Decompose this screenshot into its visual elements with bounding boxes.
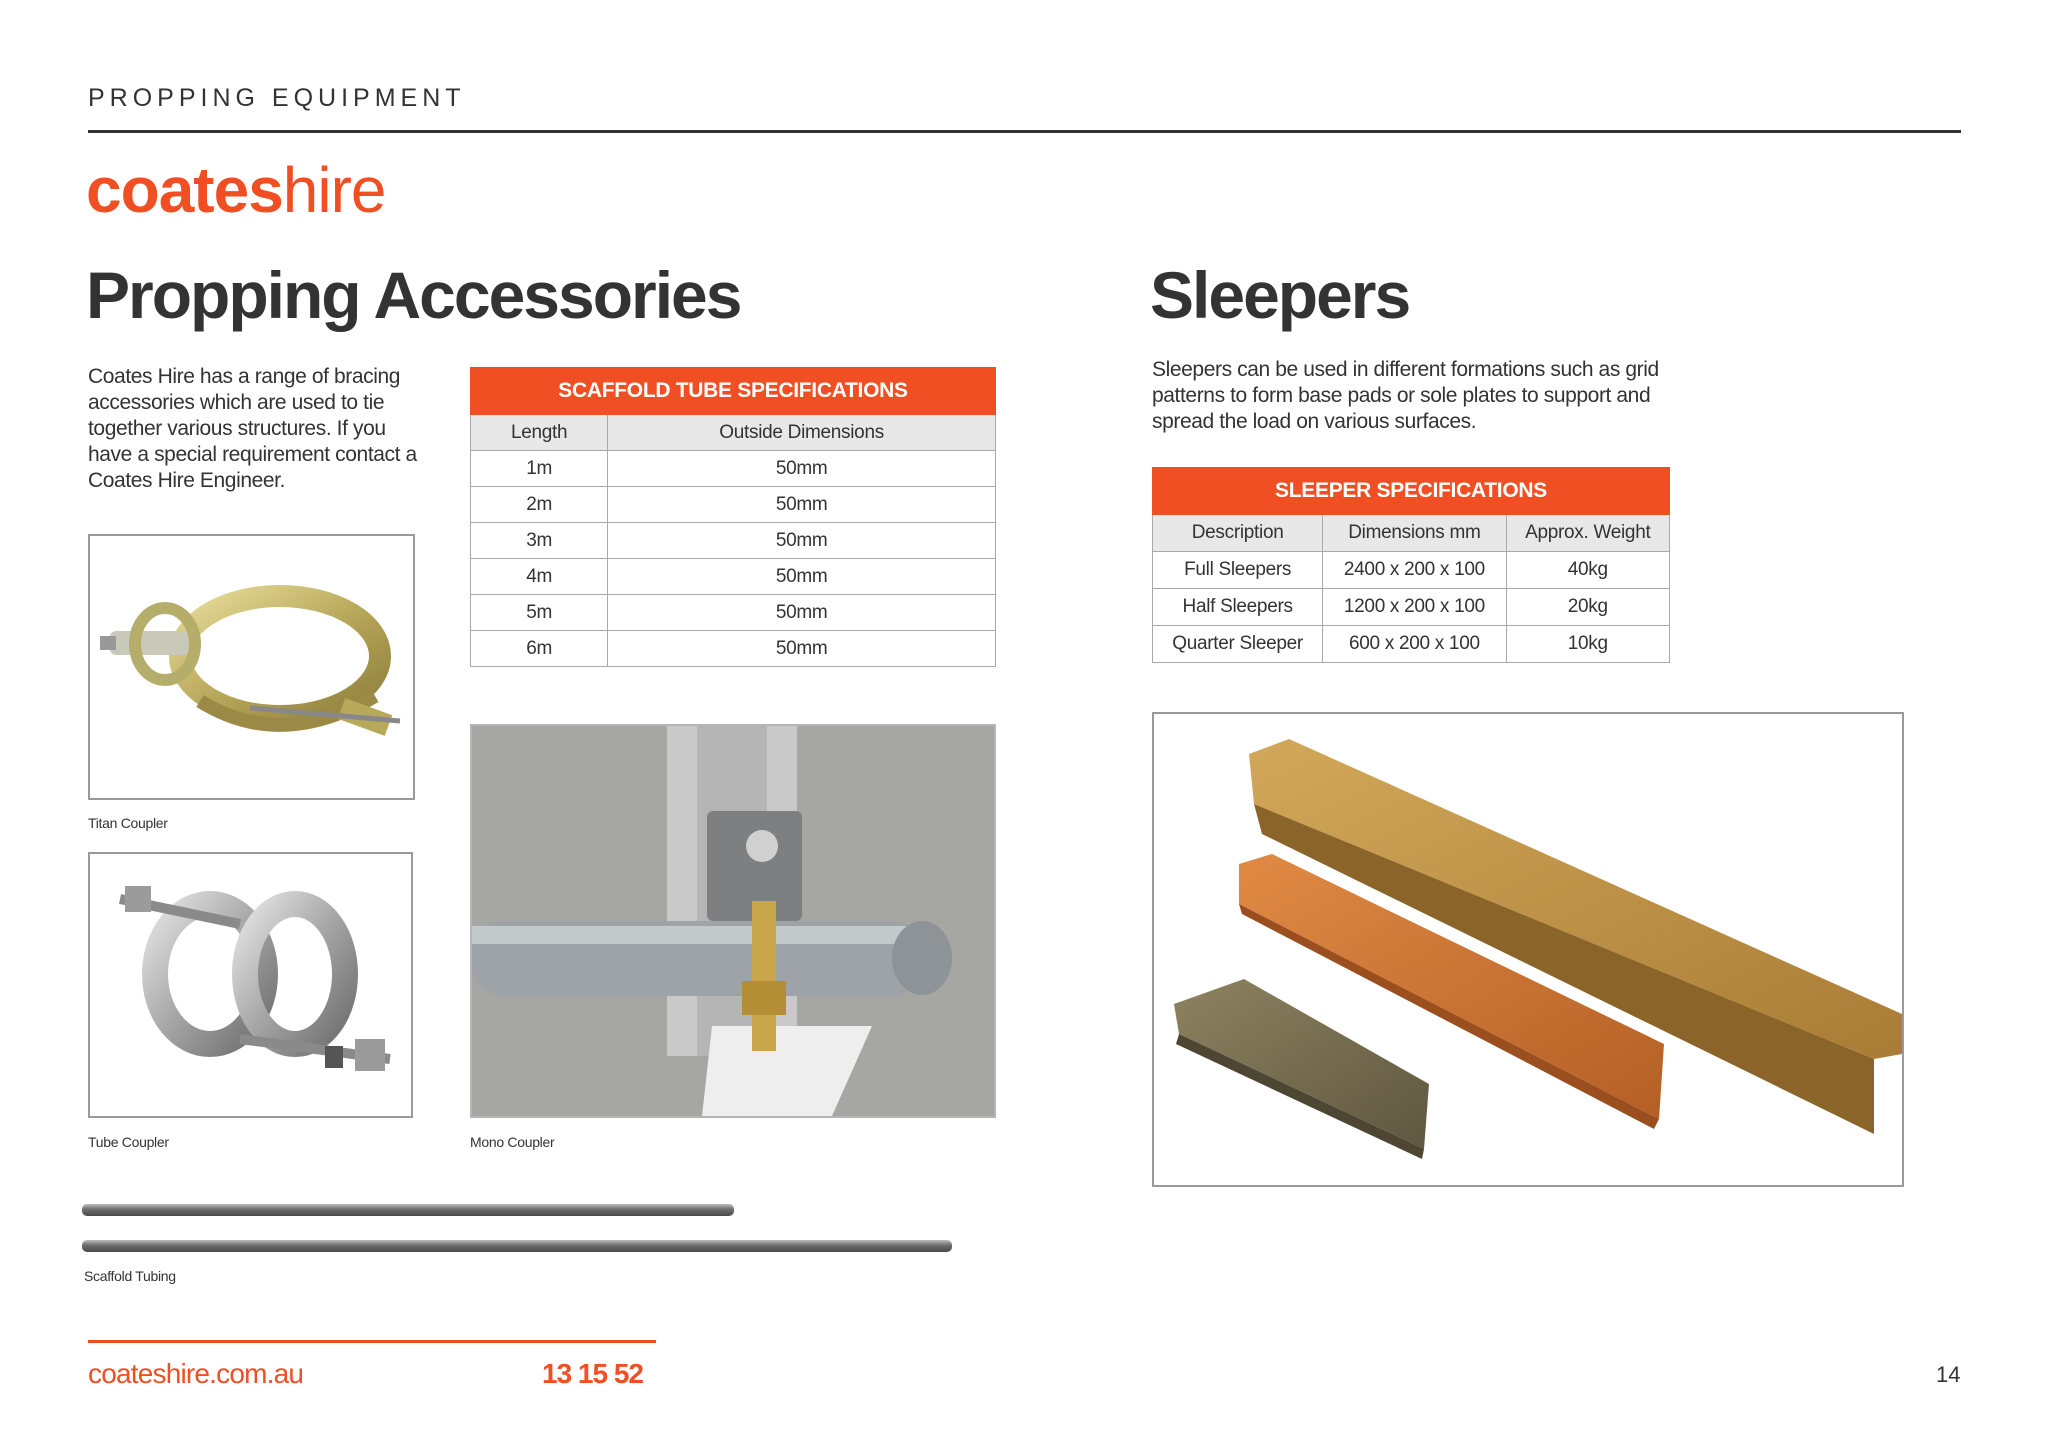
top-divider <box>88 130 1961 133</box>
sleepers-image <box>1152 712 1904 1187</box>
table-caption: SCAFFOLD TUBE SPECIFICATIONS <box>471 368 996 415</box>
table-cell: 1m <box>471 451 608 487</box>
mono-coupler-image <box>470 724 996 1118</box>
mono-coupler-caption: Mono Coupler <box>470 1134 555 1150</box>
table-cell: 3m <box>471 523 608 559</box>
table-cell: 50mm <box>608 595 996 631</box>
section-label: PROPPING EQUIPMENT <box>88 84 466 112</box>
table-cell: 2400 x 200 x 100 <box>1323 552 1506 589</box>
table-cell: 10kg <box>1506 626 1669 663</box>
table-cell: 50mm <box>608 487 996 523</box>
table-cell: 2m <box>471 487 608 523</box>
table-cell: 50mm <box>608 451 996 487</box>
table-cell: 4m <box>471 559 608 595</box>
table-row <box>471 451 996 487</box>
tube-coupler-caption: Tube Coupler <box>88 1134 169 1150</box>
footer-divider <box>88 1340 656 1343</box>
column-header: Length <box>471 415 608 451</box>
column-header: Dimensions mm <box>1323 515 1506 552</box>
sleepers-title: Sleepers <box>1150 258 1410 332</box>
table-row <box>1153 626 1670 663</box>
table-row <box>471 595 996 631</box>
table-row <box>471 487 996 523</box>
titan-coupler-caption: Titan Coupler <box>88 815 168 831</box>
table-cell: 6m <box>471 631 608 667</box>
table-cell: 5m <box>471 595 608 631</box>
propping-accessories-intro: Coates Hire has a range of bracing accessories which are used to tie together various structures. If you have a special requirement contact a Coates Hire Engineer. <box>88 365 417 492</box>
sleepers-intro: Sleepers can be used in different formations such as grid patterns to form base pads or sole plates to support and spread the load on various surfaces. <box>1152 358 1659 433</box>
page-number: 14 <box>1936 1362 1961 1387</box>
table-row <box>1153 552 1670 589</box>
footer-phone-number[interactable]: 13 15 52 <box>542 1358 643 1389</box>
column-header: Description <box>1153 515 1323 552</box>
tube-coupler-image <box>88 852 413 1118</box>
table-cell: Half Sleepers <box>1153 589 1323 626</box>
footer-website-link[interactable]: coateshire.com.au <box>88 1358 304 1389</box>
table-cell: Quarter Sleeper <box>1153 626 1323 663</box>
table-cell: Full Sleepers <box>1153 552 1323 589</box>
table-row <box>471 631 996 667</box>
table-cell: 20kg <box>1506 589 1669 626</box>
scaffold-tube-table <box>470 367 996 667</box>
table-row <box>471 559 996 595</box>
table-cell: 40kg <box>1506 552 1669 589</box>
table-caption: SLEEPER SPECIFICATIONS <box>1153 468 1670 515</box>
table-row <box>471 523 996 559</box>
brand-logo-light: hire <box>282 154 386 226</box>
brand-logo-bold: coates <box>86 154 283 226</box>
sleeper-spec-table <box>1152 467 1670 663</box>
table-cell: 50mm <box>608 559 996 595</box>
propping-accessories-title: Propping Accessories <box>86 258 741 332</box>
column-header: Outside Dimensions <box>608 415 996 451</box>
table-row <box>1153 589 1670 626</box>
scaffold-tubing-caption: Scaffold Tubing <box>84 1268 176 1284</box>
table-cell: 600 x 200 x 100 <box>1323 626 1506 663</box>
table-cell: 1200 x 200 x 100 <box>1323 589 1506 626</box>
table-cell: 50mm <box>608 631 996 667</box>
brand-logo <box>86 154 386 226</box>
table-cell: 50mm <box>608 523 996 559</box>
scaffold-tubing-image <box>80 1190 1010 1260</box>
column-header: Approx. Weight <box>1506 515 1669 552</box>
titan-coupler-image <box>88 534 415 800</box>
